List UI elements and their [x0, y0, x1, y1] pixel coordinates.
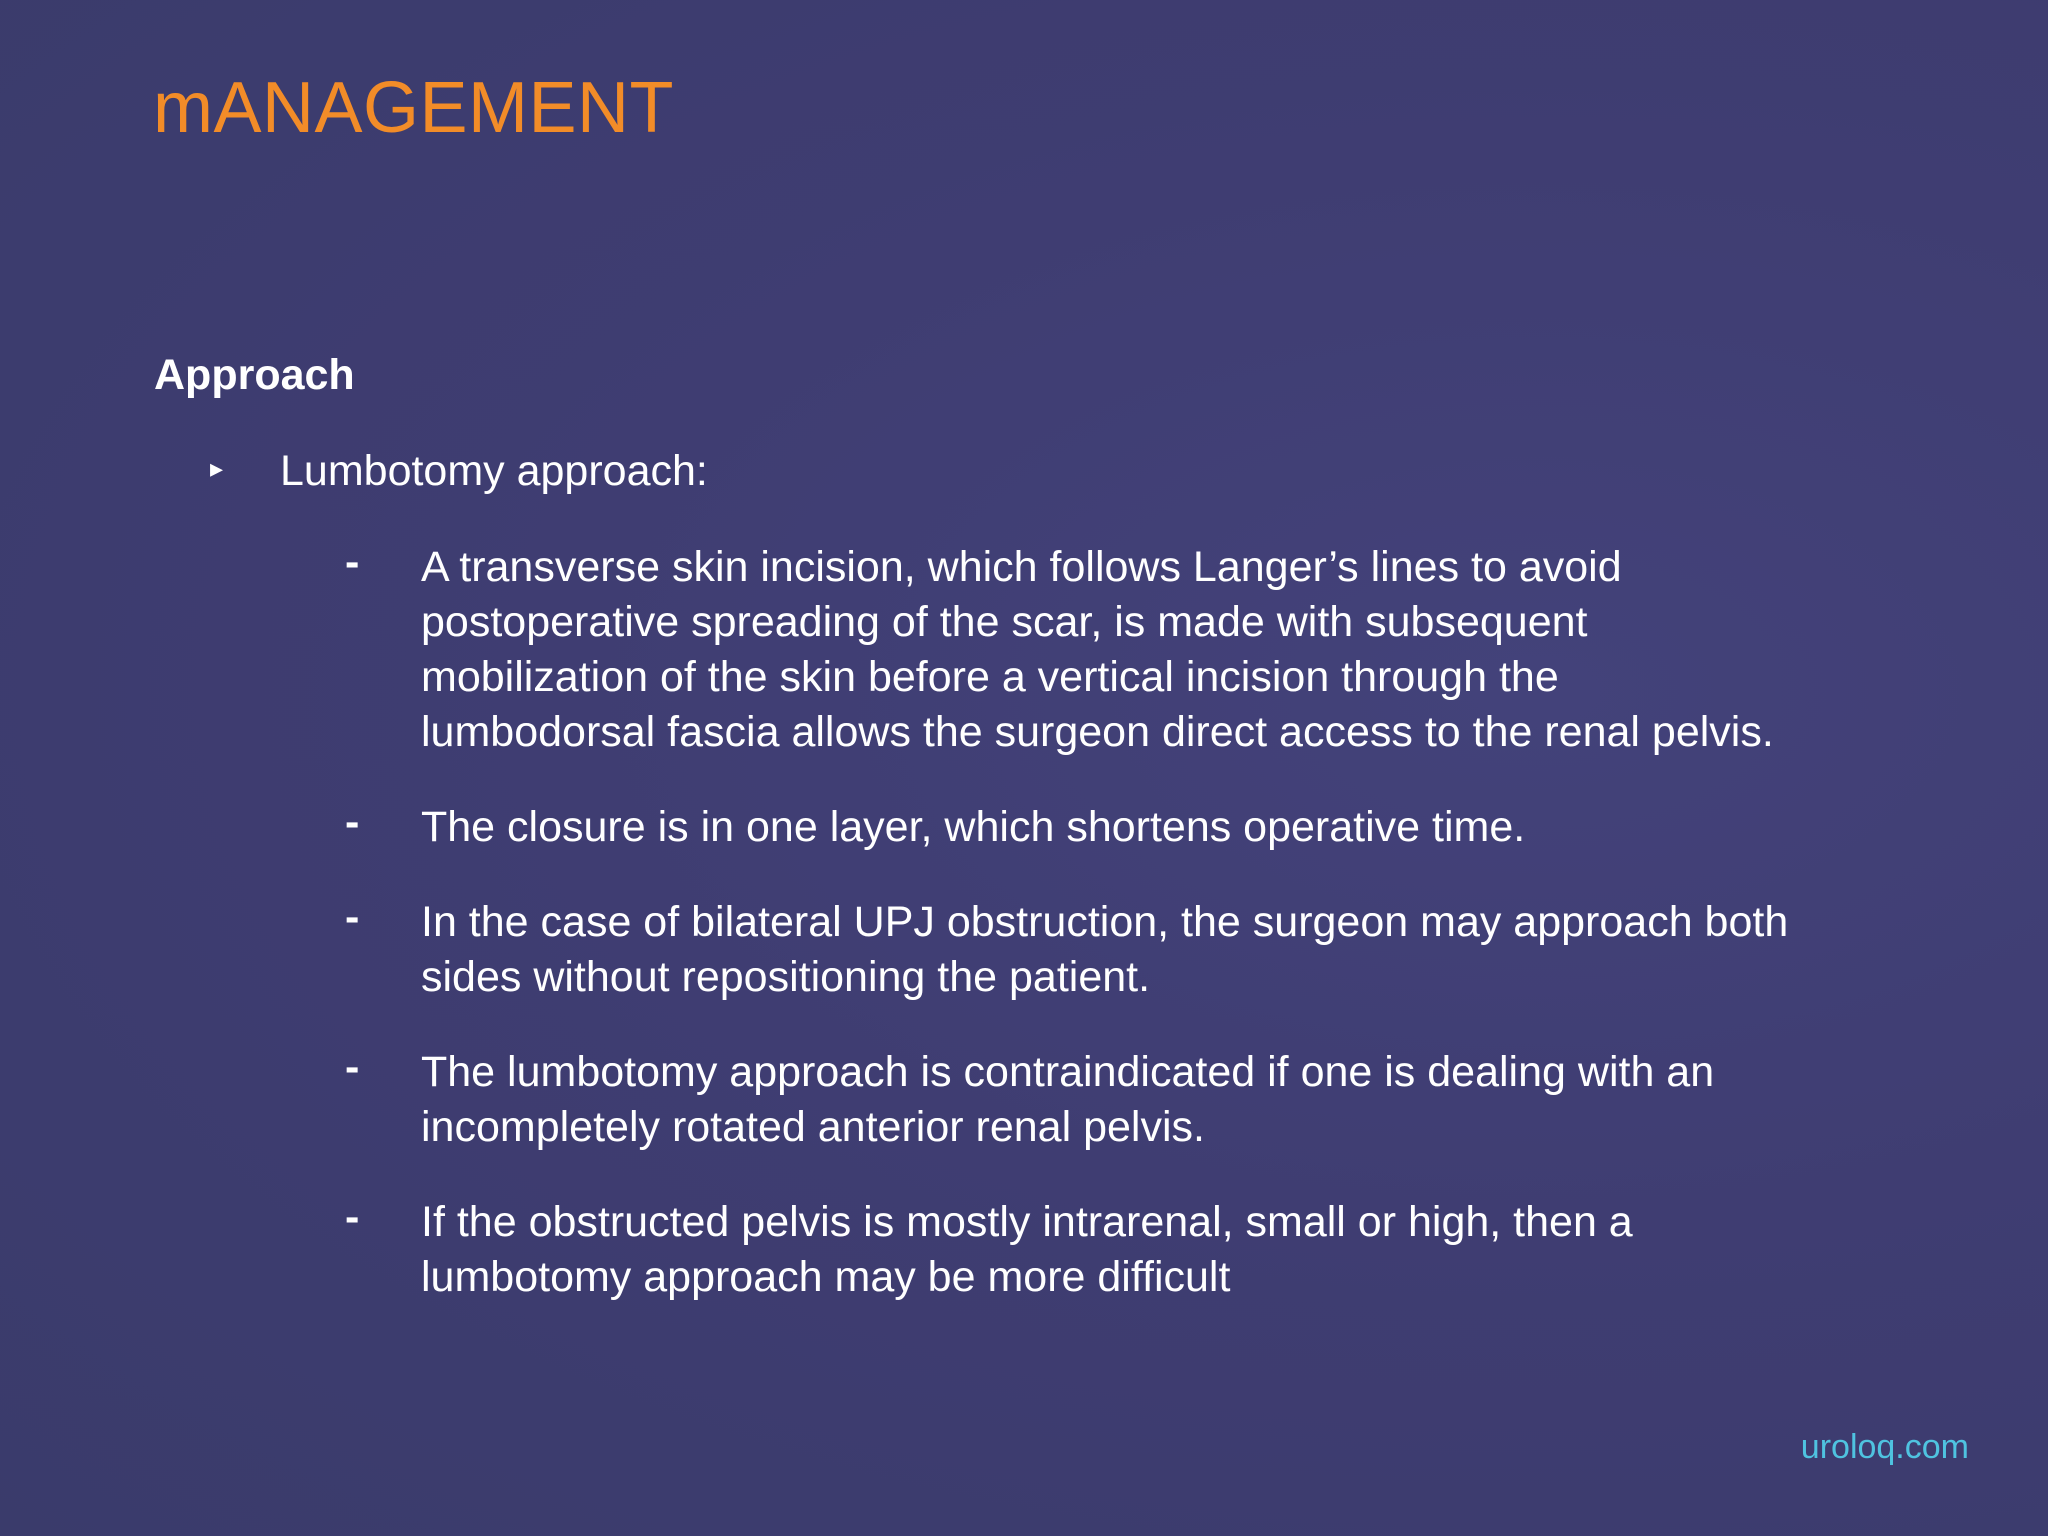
dash-bullet-icon: -	[345, 798, 360, 846]
section-heading: Approach	[154, 351, 355, 399]
slide-title: mANAGEMENT	[153, 68, 675, 148]
sub-bullet-text: In the case of bilateral UPJ obstruction, the surgeon may approach both sides without repositioning the patient.	[421, 898, 1789, 1001]
footer-website-link[interactable]: uroloq.com	[1800, 1428, 1969, 1466]
sub-bullet-text: The lumbotomy approach is contraindicated if one is dealing with an incompletely rotated anterior renal pelvis.	[421, 1048, 1715, 1151]
dash-bullet-icon: -	[345, 1193, 360, 1241]
sub-bullet-item	[345, 1045, 1905, 1155]
bullet-label: Lumbotomy approach:	[280, 447, 708, 495]
sub-bullet-item	[345, 800, 1905, 855]
sub-bullet-item	[345, 540, 1905, 760]
sub-bullet-text: A transverse skin incision, which follows Langer’s lines to avoid postoperative spreading of the scar, is made with subsequent mobilization of the skin before a vertical incision through the lumbodorsal fascia allows the surgeon direct access to the renal pelvis.	[421, 543, 1774, 756]
sub-bullet-item	[345, 895, 1905, 1005]
sub-bullet-text: If the obstructed pelvis is mostly intrarenal, small or high, then a lumbotomy approach may be more difficult	[421, 1198, 1633, 1301]
dash-bullet-icon: -	[345, 538, 360, 586]
sub-bullet-list	[345, 540, 1905, 1345]
sub-bullet-item	[345, 1195, 1905, 1305]
dash-bullet-icon: -	[345, 1043, 360, 1091]
sub-bullet-text: The closure is in one layer, which shortens operative time.	[421, 803, 1526, 851]
triangle-bullet-icon: ▸	[210, 453, 224, 483]
dash-bullet-icon: -	[345, 893, 360, 941]
